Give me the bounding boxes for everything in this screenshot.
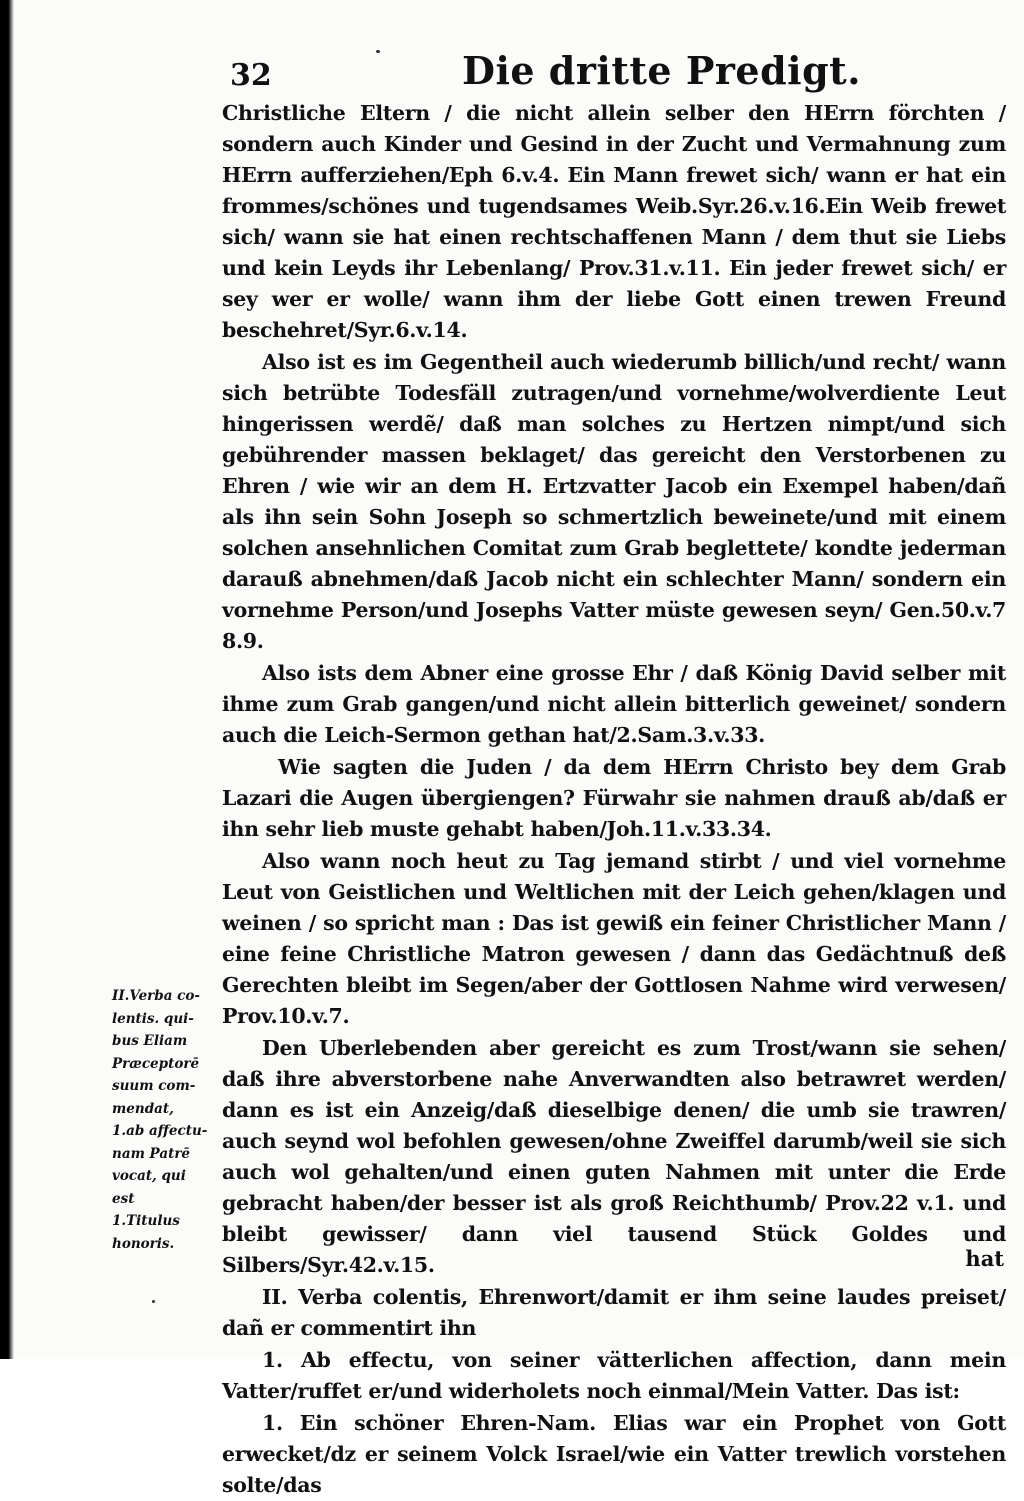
margin-note-line: vocat, qui [112, 1168, 186, 1184]
catchword: hat [965, 1246, 1004, 1271]
margin-note-line: honoris. [112, 1235, 175, 1252]
paragraph-2: Also ist es im Gegentheil auch wiederumb billich/und recht/ wann sich betrübte Todesfäll zutragen/und vornehme/wolverdiente Leut hingerissen werdẽ/ daß man solches zu Hertzen nimpt/und sich gebührender massen beklaget/ das gereicht den Verstorbenen zu Ehren / wie wir an dem H. Ertzvatter Jacob ein Exempel haben/dañ als ihn sein Sohn Joseph so schmertzlich beweinete/und mit einem solchen ansehnlichen Comitat zum Grab beglettete/ kondte jederman darauß abnehmen/daß Jacob nicht ein schlechter Mann/ sondern ein vornehme Person/und Josephs Vatter müste gewesen seyn/ Gen.50.v.7 8.9. [222, 350, 1006, 653]
margin-note [112, 985, 220, 1255]
paragraph-7: II. Verba colentis, Ehrenwort/damit er ihm seine laudes preiset/ dañ er commentirt ihn [222, 1285, 1006, 1340]
paragraph-9: 1. Ein schöner Ehren-Nam. Elias war ein Prophet von Gott erwecket/dz er seinem Volck Israel/wie ein Vatter trewlich vorstehen solte/das [222, 1411, 1006, 1497]
running-head: Die dritte Predigt. [462, 48, 861, 93]
main-text [222, 98, 1006, 1501]
ink-speck [376, 50, 380, 53]
paragraph-4: Wie sagten die Juden / da dem HErrn Christo bey dem Grab Lazari die Augen übergiengen? Fürwahr sie nahmen drauß ab/daß er ihn sehr lieb muste gehabt haben/Joh.11.v.33.34. [222, 755, 1006, 841]
paragraph-3: Also ists dem Abner eine grosse Ehr / daß König David selber mit ihme zum Grab gangen/und nicht allein bitterlich geweinet/ sondern auch die Leich-Sermon gethan hat/2.Sam.3.v.33. [222, 661, 1006, 747]
margin-note-line: II.Verba co- [112, 988, 200, 1004]
margin-note-line: 1.Titulus [112, 1213, 180, 1229]
margin-note-line: est [112, 1190, 135, 1207]
page-number: 32 [230, 58, 272, 93]
margin-note-line: Præceptorē [112, 1055, 200, 1072]
paragraph-6: Den Uberlebenden aber gereicht es zum Trost/wann sie sehen/ daß ihre abverstorbene nahe Anverwandten also betrawret werden/ dann es ist ein Anzeig/daß dieselbige denen/ die umb sie trawren/ auch seynd wol befohlen gewesen/ohne Zweiffel darumb/weil sie sich auch wol gehalten/und einen guten Nahmen mit unter die Erde gebracht haben/der besser ist als groß Reichthumb/ Prov.22 v.1. und bleibt gewisser/ dann viel tausend Stück Goldes und Silbers/Syr.42.v.15. [222, 1036, 1006, 1277]
ink-speck [152, 1300, 155, 1303]
margin-note-line: suum com- [112, 1078, 196, 1094]
margin-note-line: 1.ab affectu- [112, 1123, 208, 1139]
page-edge-shadow [0, 0, 14, 1359]
margin-note-line: lentis. qui- [112, 1010, 194, 1027]
margin-note-line: bus Eliam [112, 1033, 188, 1049]
margin-note-line: nam Patrē [112, 1145, 191, 1162]
paragraph-5: Also wann noch heut zu Tag jemand stirbt / und viel vornehme Leut von Geistlichen und Weltlichen mit der Leich gehen/klagen und weinen / so spricht man : Das ist gewiß ein feiner Christlicher Mann / eine feine Christliche Matron gewesen / dann das Gedächtnuß deß Gerechten bleibt im Segen/aber der Gottlosen Nahme wird verwesen/ Prov.10.v.7. [222, 849, 1006, 1028]
paragraph-1: Christliche Eltern / die nicht allein selber den HErrn förchten / sondern auch Kinder und Gesind in der Zucht und Vermahnung zum HErrn aufferziehen/Eph 6.v.4. Ein Mann frewet sich/ wann er hat ein frommes/schönes und tugendsames Weib.Syr.26.v.16.Ein Weib frewet sich/ wann sie hat einen rechtschaffenen Mann / dem thut sie Liebs und kein Leyds ihr Lebenlang/ Prov.31.v.11. Ein jeder frewet sich/ er sey wer er wolle/ wann ihm der liebe Gott einen trewen Freund beschehret/Syr.6.v.14. [222, 101, 1006, 342]
paragraph-8: 1. Ab effectu, von seiner vätterlichen affection, dann mein Vatter/ruffet er/und widerholets noch einmal/Mein Vatter. Das ist: [222, 1348, 1006, 1403]
margin-note-line: mendat, [112, 1100, 174, 1117]
